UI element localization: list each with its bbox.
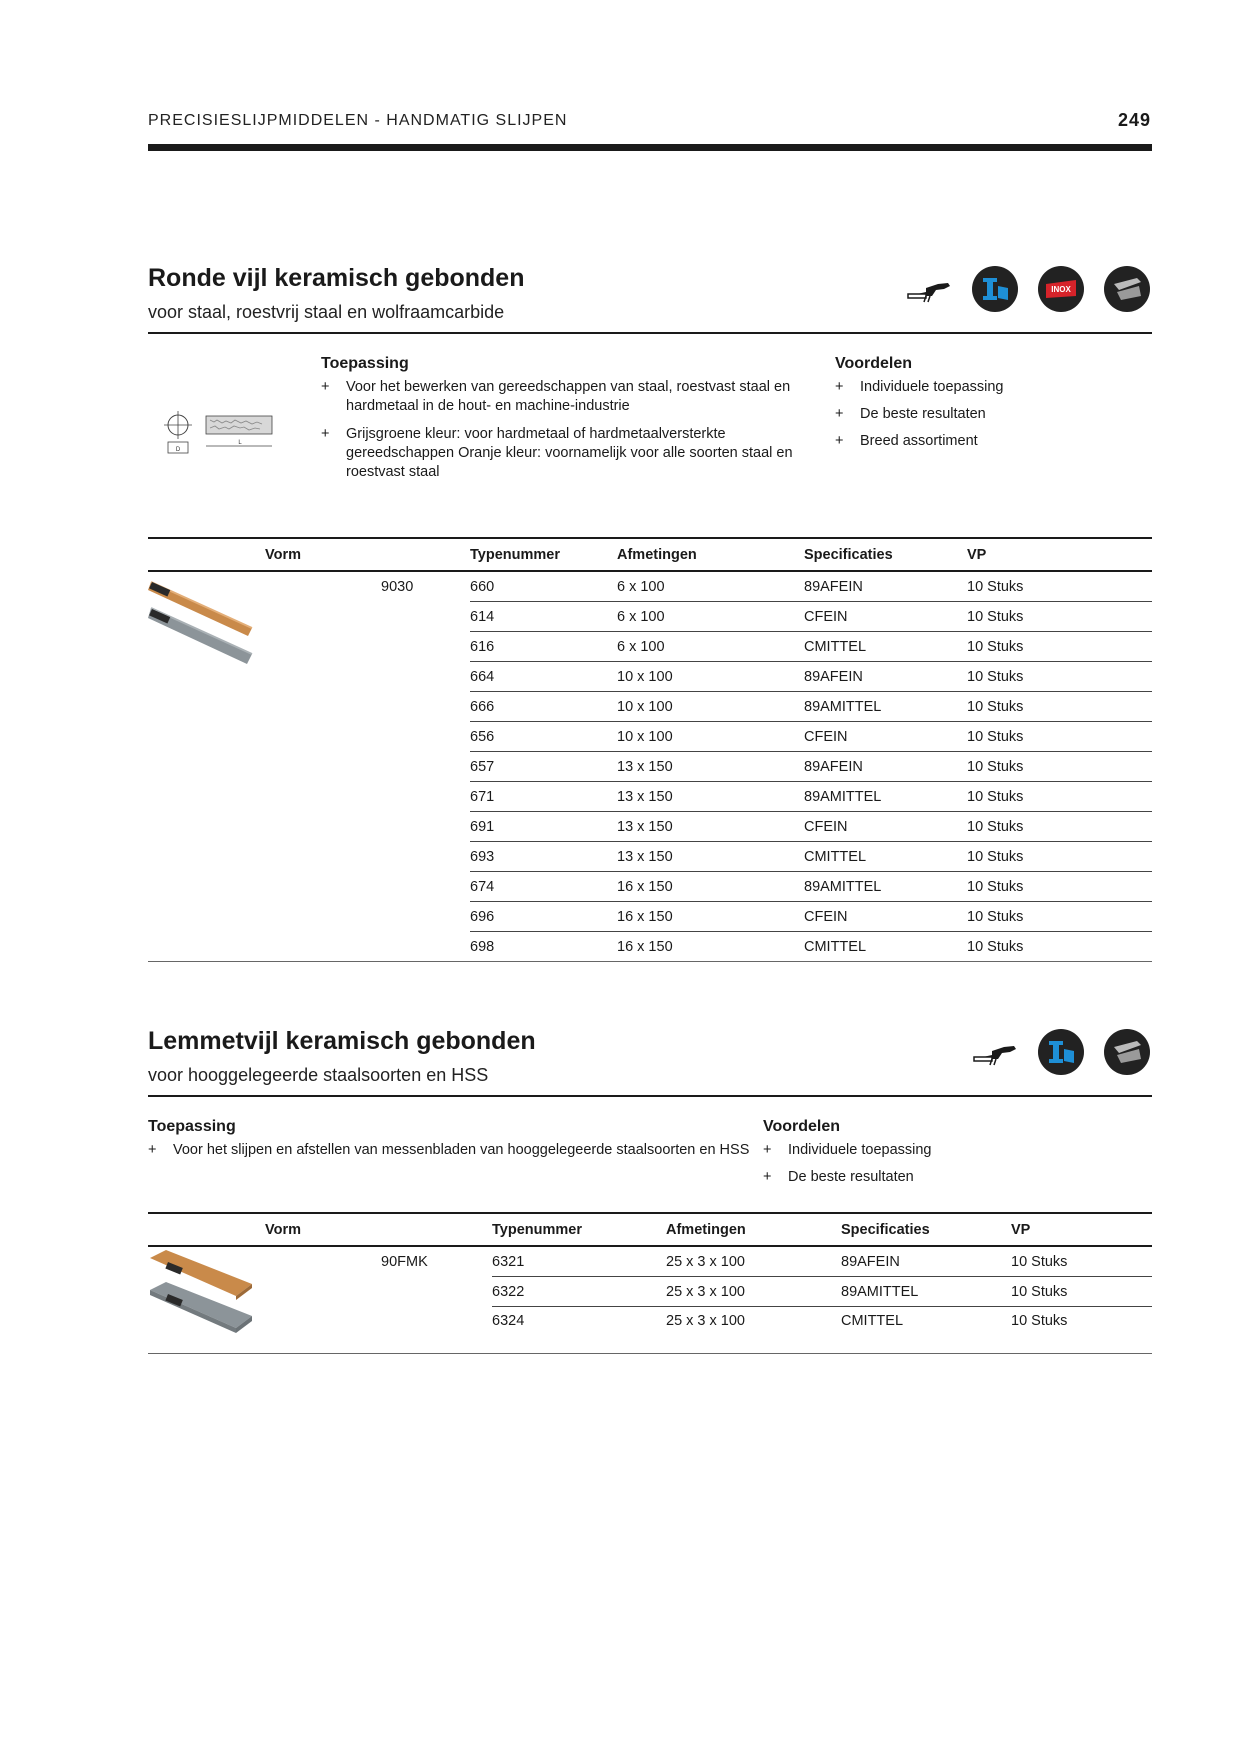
- cell-specificaties: CMITTEL: [804, 632, 967, 662]
- cell-vorm: [148, 692, 470, 722]
- cell-specificaties: CMITTEL: [804, 932, 967, 962]
- list-item: [763, 1141, 1063, 1160]
- cell-vorm: [148, 662, 470, 692]
- stone-grey-icon: [1104, 266, 1150, 312]
- table-row: [148, 842, 1152, 872]
- section2-title: Lemmetvijl keramisch gebonden: [148, 1027, 536, 1055]
- cell-specificaties: CMITTEL: [804, 842, 967, 872]
- cell-typenummer: 666: [470, 692, 617, 722]
- cell-typenummer: 664: [470, 662, 617, 692]
- cell-specificaties: 89AFEIN: [804, 571, 967, 602]
- table-row: [148, 571, 1152, 602]
- list-item: [835, 432, 1135, 451]
- cell-afmetingen: 25 x 3 x 100: [666, 1307, 841, 1354]
- inox-red-icon: [1038, 266, 1084, 312]
- cell-specificaties: 89AMITTEL: [804, 782, 967, 812]
- cell-vorm: [148, 602, 470, 632]
- diagram-label-l: L: [238, 440, 242, 446]
- list-item-text: Individuele toepassing: [788, 1142, 932, 1158]
- cell-specificaties: 89AMITTEL: [804, 692, 967, 722]
- cell-vorm: [148, 842, 470, 872]
- cell-vp: 10 Stuks: [967, 602, 1152, 632]
- cell-vp: 10 Stuks: [967, 842, 1152, 872]
- list-item: [763, 1168, 1063, 1187]
- cell-typenummer: 671: [470, 782, 617, 812]
- plus-sign: +: [835, 433, 844, 449]
- cell-specificaties: 89AMITTEL: [841, 1277, 1011, 1307]
- section2-voordelen-heading: Voordelen: [763, 1118, 841, 1135]
- cell-afmetingen: 16 x 150: [617, 902, 804, 932]
- list-item-text: Voor het slijpen en afstellen van messenbladen van hooggelegeerde staalsoorten en HSS: [173, 1142, 750, 1158]
- cell-specificaties: CFEIN: [804, 722, 967, 752]
- table-row: [148, 632, 1152, 662]
- cell-vp: 10 Stuks: [967, 752, 1152, 782]
- stone-grey-icon: [1104, 1029, 1150, 1075]
- table-row: [148, 722, 1152, 752]
- col-header-specificaties: Specificaties: [841, 1213, 1011, 1246]
- list-item: [321, 378, 811, 416]
- cell-vp: 10 Stuks: [967, 692, 1152, 722]
- cell-typenummer: 693: [470, 842, 617, 872]
- list-item-text: Grijsgroene kleur: voor hardmetaal of hardmetaalversterkte gereedschappen Oranje kleur: voornamelijk voor alle soorten staal en roestvast staal: [346, 426, 793, 480]
- table-row: [148, 812, 1152, 842]
- table-row: [148, 752, 1152, 782]
- section1-toepassing-heading: Toepassing: [321, 355, 409, 372]
- col-header-type: Typenummer: [492, 1213, 666, 1246]
- table-row: [148, 692, 1152, 722]
- table-row: [148, 1277, 1152, 1307]
- cell-vorm: [148, 812, 470, 842]
- plus-sign: +: [835, 406, 844, 422]
- round-file-diagram: [160, 408, 280, 456]
- list-item-text: Breed assortiment: [860, 433, 978, 449]
- section1-voordelen-list: [835, 378, 1135, 460]
- section1-subtitle: voor staal, roestvrij staal en wolfraamcarbide: [148, 302, 505, 322]
- inox-label: INOX: [1051, 285, 1071, 294]
- cell-vp: 10 Stuks: [967, 571, 1152, 602]
- cell-vorm: [148, 902, 470, 932]
- hand-grinding-icon: [906, 266, 952, 312]
- cell-specificaties: 89AFEIN: [804, 752, 967, 782]
- cell-afmetingen: 25 x 3 x 100: [666, 1277, 841, 1307]
- col-header-vorm: Vorm: [148, 538, 470, 571]
- section2-voordelen-list: [763, 1141, 1063, 1196]
- cell-vp: 10 Stuks: [1011, 1307, 1152, 1354]
- list-item: [835, 378, 1135, 397]
- table-row: [148, 872, 1152, 902]
- cell-vp: 10 Stuks: [1011, 1246, 1152, 1277]
- cell-vp: 10 Stuks: [967, 872, 1152, 902]
- cell-afmetingen: 16 x 150: [617, 932, 804, 962]
- table-row: [148, 932, 1152, 962]
- cell-typenummer: 696: [470, 902, 617, 932]
- section1-title: Ronde vijl keramisch gebonden: [148, 264, 525, 292]
- cell-vp: 10 Stuks: [967, 812, 1152, 842]
- cell-typenummer: 6322: [492, 1277, 666, 1307]
- cell-specificaties: CFEIN: [804, 902, 967, 932]
- cell-typenummer: 674: [470, 872, 617, 902]
- header-title: PRECISIESLIJPMIDDELEN - HANDMATIG SLIJPEN: [148, 112, 568, 129]
- section2-subtitle: voor hooggelegeerde staalsoorten en HSS: [148, 1065, 489, 1085]
- section2-rule: [148, 1095, 1152, 1097]
- list-item: [835, 405, 1135, 424]
- section1-rule: [148, 332, 1152, 334]
- cell-typenummer: 691: [470, 812, 617, 842]
- cell-typenummer: 614: [470, 602, 617, 632]
- cell-vp: 10 Stuks: [967, 722, 1152, 752]
- cell-typenummer: 657: [470, 752, 617, 782]
- cell-vp: 10 Stuks: [967, 662, 1152, 692]
- cell-afmetingen: 13 x 150: [617, 752, 804, 782]
- table-row: [148, 902, 1152, 932]
- col-header-vorm: Vorm: [148, 1213, 492, 1246]
- plus-sign: +: [321, 426, 330, 442]
- cell-specificaties: 89AMITTEL: [804, 872, 967, 902]
- cell-afmetingen: 13 x 150: [617, 842, 804, 872]
- col-header-afmetingen: Afmetingen: [617, 538, 804, 571]
- cell-typenummer: 656: [470, 722, 617, 752]
- header-rule: [148, 144, 1152, 151]
- cell-vorm: 9030: [381, 578, 414, 595]
- cell-vp: 10 Stuks: [967, 932, 1152, 962]
- cell-vorm: [148, 932, 470, 962]
- table-row: [148, 602, 1152, 632]
- cell-afmetingen: 6 x 100: [617, 632, 804, 662]
- table-row: [148, 662, 1152, 692]
- section2-toepassing-heading: Toepassing: [148, 1118, 236, 1135]
- section1-voordelen-heading: Voordelen: [835, 355, 913, 372]
- section1-icon-row: [906, 266, 1150, 312]
- cell-specificaties: CMITTEL: [841, 1307, 1011, 1354]
- list-item-text: De beste resultaten: [860, 406, 986, 422]
- cell-vorm: [148, 872, 470, 902]
- cell-vorm: 90FMK: [381, 1253, 428, 1270]
- col-header-afmetingen: Afmetingen: [666, 1213, 841, 1246]
- plus-sign: +: [763, 1142, 772, 1158]
- cell-afmetingen: 13 x 150: [617, 782, 804, 812]
- cell-vp: 10 Stuks: [967, 782, 1152, 812]
- col-header-vp: VP: [1011, 1213, 1152, 1246]
- cell-typenummer: 616: [470, 632, 617, 662]
- list-item: [148, 1141, 758, 1160]
- col-header-type: Typenummer: [470, 538, 617, 571]
- cell-vorm: [148, 632, 470, 662]
- list-item-text: Voor het bewerken van gereedschappen van staal, roestvast staal en hardmetaal in de hout- en machine-industrie: [346, 379, 791, 414]
- cell-vorm: [148, 1307, 492, 1354]
- hand-grinding-icon: [972, 1029, 1018, 1075]
- cell-specificaties: 89AFEIN: [804, 662, 967, 692]
- col-header-vp: VP: [967, 538, 1152, 571]
- cell-afmetingen: 13 x 150: [617, 812, 804, 842]
- cell-typenummer: 660: [470, 571, 617, 602]
- cell-vp: 10 Stuks: [1011, 1277, 1152, 1307]
- section2-product-table: [148, 1212, 1152, 1354]
- cell-vp: 10 Stuks: [967, 902, 1152, 932]
- cell-typenummer: 6321: [492, 1246, 666, 1277]
- table-row: [148, 1246, 1152, 1277]
- cell-vorm: [148, 782, 470, 812]
- cell-afmetingen: 6 x 100: [617, 602, 804, 632]
- page-number: 249: [1117, 110, 1151, 130]
- industry-blue-icon: [1038, 1029, 1084, 1075]
- cell-afmetingen: 10 x 100: [617, 692, 804, 722]
- list-item-text: Individuele toepassing: [860, 379, 1004, 395]
- cell-afmetingen: 6 x 100: [617, 571, 804, 602]
- cell-vorm: [148, 1277, 492, 1307]
- table-header-row: [148, 1213, 1152, 1246]
- cell-specificaties: CFEIN: [804, 812, 967, 842]
- cell-specificaties: 89AFEIN: [841, 1246, 1011, 1277]
- cell-specificaties: CFEIN: [804, 602, 967, 632]
- table-row: [148, 782, 1152, 812]
- cell-typenummer: 6324: [492, 1307, 666, 1354]
- list-item-text: De beste resultaten: [788, 1169, 914, 1185]
- section1-product-table: [148, 537, 1152, 962]
- cell-vorm: [148, 722, 470, 752]
- cell-vorm: [148, 752, 470, 782]
- plus-sign: +: [148, 1142, 157, 1158]
- table-row: [148, 1307, 1152, 1354]
- plus-sign: +: [835, 379, 844, 395]
- plus-sign: +: [321, 379, 330, 395]
- section1-toepassing-list: [321, 378, 811, 491]
- cell-afmetingen: 16 x 150: [617, 872, 804, 902]
- section2-icon-row: [972, 1029, 1150, 1075]
- industry-blue-icon: [972, 266, 1018, 312]
- cell-afmetingen: 10 x 100: [617, 722, 804, 752]
- cell-typenummer: 698: [470, 932, 617, 962]
- col-header-specificaties: Specificaties: [804, 538, 967, 571]
- plus-sign: +: [763, 1169, 772, 1185]
- diagram-label-d: D: [175, 447, 181, 453]
- cell-afmetingen: 25 x 3 x 100: [666, 1246, 841, 1277]
- cell-vp: 10 Stuks: [967, 632, 1152, 662]
- table-header-row: [148, 538, 1152, 571]
- section2-toepassing-list: [148, 1141, 758, 1169]
- cell-afmetingen: 10 x 100: [617, 662, 804, 692]
- list-item: [321, 425, 811, 482]
